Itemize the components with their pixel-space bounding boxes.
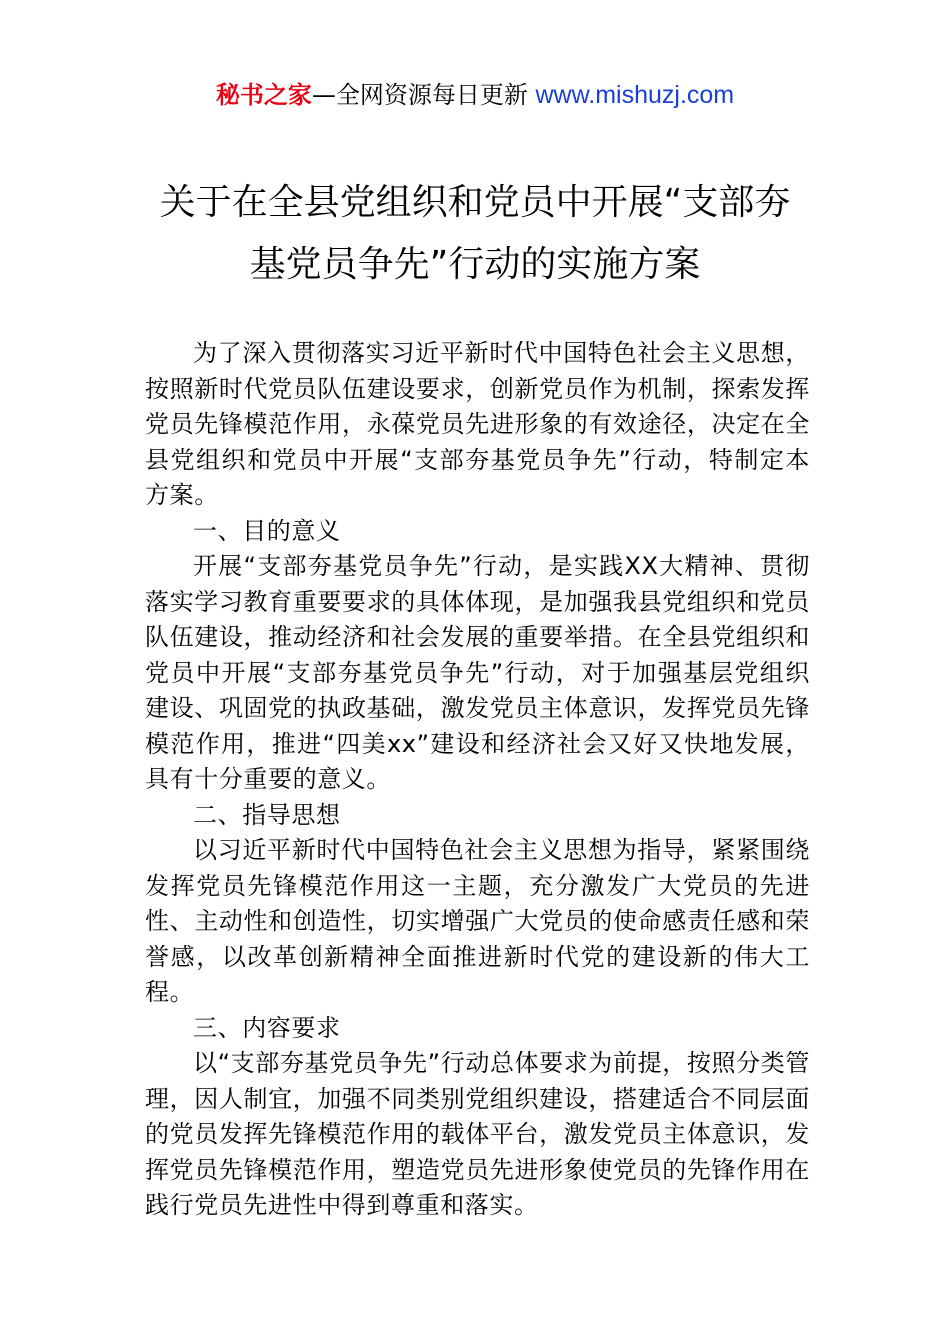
section-text-purpose: 开展“支部夯基党员争先”行动，是实践XX大精神、贯彻落实学习教育重要要求的具体体现，是加强我县党组织和党员队伍建设，推动经济和社会发展的重要举措。在全县党组织和党员中开展“支部夯基党员争先”行动，对于加强基层党组织建设、巩固党的执政基础，激发党员主体意识，发挥党员先锋模范作用，推进“四美xx”建设和经济社会又好又快地发展，具有十分重要的意义。 xyxy=(145,552,810,793)
document-title xyxy=(0,172,950,296)
section-heading-guiding-thought: 二、指导思想 xyxy=(193,800,341,829)
section-text-content-requirements: 以“支部夯基党员争先”行动总体要求为前提，按照分类管理，因人制宜，加强不同类别党组织建设，搭建适合不同层面的党员发挥先锋模范作用的载体平台，激发党员主体意识，发挥党员先锋模范作用，塑造党员先进形象使党员的先锋作用在践行党员先进性中得到尊重和落实。 xyxy=(145,1049,810,1219)
site-tagline: —全网资源每日更新 xyxy=(311,81,528,109)
intro-paragraph: 为了深入贯彻落实习近平新时代中国特色社会主义思想，按照新时代党员队伍建设要求，创新党员作为机制，探索发挥党员先锋模范作用，永葆党员先进形象的有效途径，决定在全县党组织和党员中开展“支部夯基党员争先”行动，特制定本方案。 xyxy=(145,339,810,509)
section-heading-content-requirements: 三、内容要求 xyxy=(193,1013,341,1042)
document-title-line-2: 基党员争先”行动的实施方案 xyxy=(249,244,701,285)
document-title-line-1: 关于在全县党组织和党员中开展“支部夯 xyxy=(159,182,791,223)
site-header xyxy=(0,78,950,112)
site-name: 秘书之家 xyxy=(215,81,312,109)
document-body xyxy=(145,336,810,1224)
section-heading-purpose: 一、目的意义 xyxy=(193,516,341,545)
section-text-guiding-thought: 以习近平新时代中国特色社会主义思想为指导，紧紧围绕发挥党员先锋模范作用这一主题，充分激发广大党员的先进性、主动性和创造性，切实增强广大党员的使命感责任感和荣誉感，以改革创新精神全面推进新时代党的建设新的伟大工程。 xyxy=(145,836,810,1006)
site-url-link[interactable]: www.mishuzj.com xyxy=(535,81,735,109)
